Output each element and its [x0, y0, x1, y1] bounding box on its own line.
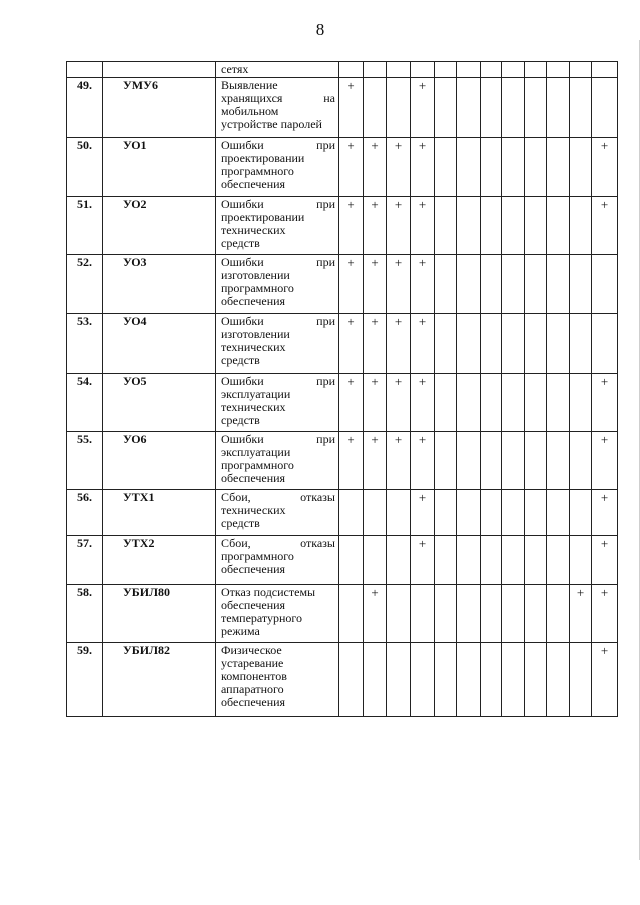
description-word: аппаратного [221, 682, 284, 696]
mark-cell [592, 255, 618, 314]
mark-cell [435, 255, 457, 314]
mark-cell [525, 197, 547, 255]
description-word: технических [221, 223, 286, 237]
table-row [67, 314, 618, 374]
mark-cell [435, 374, 457, 432]
description-word: режима [221, 624, 260, 638]
mark-cell [457, 374, 481, 432]
mark-cell: + [364, 585, 387, 643]
mark-cell [387, 78, 411, 138]
mark-cell: + [411, 255, 435, 314]
mark-cell [435, 138, 457, 197]
mark-cell: + [364, 138, 387, 197]
description-word: на [323, 91, 335, 105]
mark-cell: + [364, 197, 387, 255]
description-word: технических [221, 503, 286, 517]
mark-cell [387, 585, 411, 643]
table-row [67, 490, 618, 536]
mark-cell [457, 138, 481, 197]
description-word: обеспечения [221, 695, 286, 709]
description-word: Ошибки [221, 374, 264, 388]
mark-cell: + [364, 432, 387, 490]
mark-cell [481, 432, 502, 490]
mark-cell [387, 62, 411, 78]
description-word: обеспечения [221, 562, 286, 576]
threat-description [216, 585, 339, 643]
mark-cell [525, 314, 547, 374]
row-number: 52. [67, 255, 103, 314]
description-word: температурного [221, 611, 303, 625]
description-word: средств [221, 236, 260, 250]
row-number: 51. [67, 197, 103, 255]
mark-cell: + [592, 585, 618, 643]
description-word: обеспечения [221, 294, 286, 308]
mark-cell [457, 197, 481, 255]
mark-cell [547, 490, 570, 536]
mark-cell: + [592, 643, 618, 717]
description-word: Ошибки [221, 314, 264, 328]
mark-cell: + [411, 78, 435, 138]
mark-cell [364, 643, 387, 717]
mark-cell: + [411, 314, 435, 374]
threat-description [216, 432, 339, 490]
mark-cell [339, 536, 364, 585]
row-number: 57. [67, 536, 103, 585]
mark-cell [481, 585, 502, 643]
threat-description [216, 490, 339, 536]
mark-cell [387, 536, 411, 585]
mark-cell [435, 643, 457, 717]
mark-cell [364, 78, 387, 138]
mark-cell: + [411, 490, 435, 536]
mark-cell [457, 255, 481, 314]
mark-cell: + [592, 432, 618, 490]
mark-cell: + [339, 255, 364, 314]
mark-cell [411, 643, 435, 717]
mark-cell [387, 643, 411, 717]
mark-cell [547, 255, 570, 314]
row-number: 50. [67, 138, 103, 197]
mark-cell [481, 62, 502, 78]
mark-cell [547, 78, 570, 138]
mark-cell: + [387, 374, 411, 432]
description-word: эксплуатации [221, 387, 291, 401]
mark-cell [364, 536, 387, 585]
description-line [221, 237, 335, 250]
description-word: обеспечения [221, 471, 286, 485]
description-line [221, 178, 335, 191]
description-line [221, 354, 335, 367]
threat-code: УО5 [103, 374, 216, 432]
mark-cell [592, 314, 618, 374]
mark-cell: + [411, 536, 435, 585]
mark-cell [481, 78, 502, 138]
description-word: устаревание [221, 656, 284, 670]
mark-cell [411, 585, 435, 643]
mark-cell [570, 62, 592, 78]
description-word: Ошибки [221, 255, 264, 269]
mark-cell [547, 138, 570, 197]
mark-cell: + [592, 374, 618, 432]
mark-cell: + [570, 585, 592, 643]
description-word: Отказ подсистемы [221, 585, 316, 599]
description-word: при [316, 138, 335, 152]
mark-cell [502, 314, 525, 374]
description-word: при [316, 255, 335, 269]
threat-code: УБИЛ80 [103, 585, 216, 643]
threat-code: УО4 [103, 314, 216, 374]
threat-code [103, 62, 216, 78]
mark-cell [502, 78, 525, 138]
mark-cell [339, 585, 364, 643]
description-word: при [316, 432, 335, 446]
mark-cell [435, 78, 457, 138]
mark-cell: + [339, 314, 364, 374]
row-number: 49. [67, 78, 103, 138]
mark-cell [435, 585, 457, 643]
mark-cell [525, 138, 547, 197]
description-line [221, 625, 335, 638]
mark-cell: + [387, 255, 411, 314]
threat-code: УО2 [103, 197, 216, 255]
row-number: 55. [67, 432, 103, 490]
mark-cell: + [339, 197, 364, 255]
description-word: проектировании [221, 151, 305, 165]
mark-cell: + [339, 78, 364, 138]
description-word: изготовлении [221, 327, 290, 341]
table-row [67, 78, 618, 138]
description-line [221, 563, 335, 576]
description-word: компонентов [221, 669, 287, 683]
description-word: Выявление [221, 78, 278, 92]
mark-cell [502, 255, 525, 314]
mark-cell: + [387, 197, 411, 255]
mark-cell [457, 78, 481, 138]
mark-cell [525, 585, 547, 643]
mark-cell [547, 314, 570, 374]
mark-cell [570, 314, 592, 374]
mark-cell [457, 536, 481, 585]
page-number: 8 [315, 20, 325, 39]
mark-cell [547, 62, 570, 78]
description-word: программного [221, 164, 294, 178]
mark-cell [570, 490, 592, 536]
table-row [67, 643, 618, 717]
mark-cell [435, 432, 457, 490]
mark-cell: + [339, 374, 364, 432]
description-word: Ошибки [221, 138, 264, 152]
description-word: проектировании [221, 210, 305, 224]
mark-cell [339, 643, 364, 717]
mark-cell [525, 78, 547, 138]
mark-cell: + [592, 197, 618, 255]
mark-cell [481, 490, 502, 536]
threat-table [66, 61, 618, 717]
description-word: мобильном [221, 104, 279, 118]
mark-cell [435, 490, 457, 536]
threat-code: УБИЛ82 [103, 643, 216, 717]
description-word: изготовлении [221, 268, 290, 282]
description-line [221, 472, 335, 485]
mark-cell [547, 374, 570, 432]
description-word: при [316, 197, 335, 211]
mark-cell [502, 62, 525, 78]
mark-cell [435, 197, 457, 255]
mark-cell [481, 536, 502, 585]
mark-cell [364, 490, 387, 536]
mark-cell [411, 62, 435, 78]
mark-cell [592, 62, 618, 78]
row-number: 53. [67, 314, 103, 374]
mark-cell: + [339, 432, 364, 490]
description-word: сетях [221, 62, 249, 76]
row-number: 58. [67, 585, 103, 643]
description-line [221, 696, 335, 709]
mark-cell: + [411, 432, 435, 490]
mark-cell [525, 432, 547, 490]
mark-cell [435, 62, 457, 78]
mark-cell [457, 62, 481, 78]
mark-cell: + [339, 138, 364, 197]
description-word: хранящихся [221, 91, 283, 105]
table-row [67, 138, 618, 197]
description-line [221, 118, 335, 131]
mark-cell [547, 643, 570, 717]
mark-cell [502, 536, 525, 585]
threat-description [216, 255, 339, 314]
mark-cell [457, 432, 481, 490]
table-row [67, 374, 618, 432]
table-row [67, 585, 618, 643]
mark-cell [525, 490, 547, 536]
row-number: 59. [67, 643, 103, 717]
mark-cell [547, 536, 570, 585]
description-line [221, 414, 335, 427]
mark-cell [481, 197, 502, 255]
mark-cell [457, 585, 481, 643]
threat-description [216, 138, 339, 197]
threat-description [216, 314, 339, 374]
mark-cell [481, 314, 502, 374]
table-row [67, 255, 618, 314]
mark-cell: + [411, 197, 435, 255]
threat-description [216, 62, 339, 78]
description-word: отказы [300, 490, 335, 504]
mark-cell [570, 197, 592, 255]
mark-cell [481, 138, 502, 197]
description-word: программного [221, 549, 294, 563]
table-row [67, 536, 618, 585]
row-number: 56. [67, 490, 103, 536]
mark-cell [547, 197, 570, 255]
mark-cell [339, 62, 364, 78]
mark-cell [547, 432, 570, 490]
mark-cell [570, 374, 592, 432]
row-number: 54. [67, 374, 103, 432]
description-line [221, 63, 335, 76]
description-word: Ошибки [221, 197, 264, 211]
description-word: программного [221, 281, 294, 295]
mark-cell [592, 78, 618, 138]
mark-cell [570, 536, 592, 585]
mark-cell: + [364, 314, 387, 374]
mark-cell [457, 314, 481, 374]
mark-cell [481, 643, 502, 717]
mark-cell: + [592, 138, 618, 197]
description-word: программного [221, 458, 294, 472]
row-number [67, 62, 103, 78]
description-word: при [316, 374, 335, 388]
mark-cell [502, 138, 525, 197]
mark-cell [502, 432, 525, 490]
threat-description [216, 197, 339, 255]
mark-cell [481, 374, 502, 432]
description-word: средств [221, 516, 260, 530]
threat-code: УО3 [103, 255, 216, 314]
mark-cell [387, 490, 411, 536]
description-line [221, 295, 335, 308]
description-word: Сбои, [221, 536, 251, 550]
mark-cell [364, 62, 387, 78]
mark-cell [502, 585, 525, 643]
description-word: обеспечения [221, 598, 286, 612]
mark-cell [525, 536, 547, 585]
description-word: обеспечения [221, 177, 286, 191]
description-word: отказы [300, 536, 335, 550]
mark-cell [435, 314, 457, 374]
mark-cell [570, 78, 592, 138]
description-word: технических [221, 400, 286, 414]
description-word: Ошибки [221, 432, 264, 446]
mark-cell [457, 490, 481, 536]
mark-cell [339, 490, 364, 536]
mark-cell: + [592, 536, 618, 585]
mark-cell [502, 490, 525, 536]
threat-description [216, 536, 339, 585]
mark-cell [435, 536, 457, 585]
description-word: технических [221, 340, 286, 354]
threat-code: УТХ1 [103, 490, 216, 536]
mark-cell [502, 374, 525, 432]
table-body [67, 62, 618, 717]
mark-cell [570, 432, 592, 490]
threat-code: УО6 [103, 432, 216, 490]
table-row [67, 197, 618, 255]
threat-description [216, 374, 339, 432]
description-word: Сбои, [221, 490, 251, 504]
mark-cell [525, 62, 547, 78]
mark-cell [525, 255, 547, 314]
description-word: средств [221, 413, 260, 427]
description-word: Физическое [221, 643, 282, 657]
mark-cell: + [387, 432, 411, 490]
mark-cell [525, 643, 547, 717]
threat-description [216, 643, 339, 717]
mark-cell: + [364, 374, 387, 432]
description-line [221, 517, 335, 530]
threat-description [216, 78, 339, 138]
threat-code: УМУ6 [103, 78, 216, 138]
table-row [67, 432, 618, 490]
threat-code: УТХ2 [103, 536, 216, 585]
mark-cell [481, 255, 502, 314]
description-word: устройстве паролей [221, 117, 322, 131]
mark-cell [570, 138, 592, 197]
mark-cell [547, 585, 570, 643]
mark-cell [502, 643, 525, 717]
mark-cell: + [411, 374, 435, 432]
mark-cell: + [411, 138, 435, 197]
mark-cell [570, 255, 592, 314]
mark-cell: + [592, 490, 618, 536]
description-word: эксплуатации [221, 445, 291, 459]
description-word: средств [221, 353, 260, 367]
mark-cell: + [387, 138, 411, 197]
table-row [67, 62, 618, 78]
mark-cell: + [387, 314, 411, 374]
mark-cell [525, 374, 547, 432]
mark-cell [457, 643, 481, 717]
threat-code: УО1 [103, 138, 216, 197]
mark-cell [570, 643, 592, 717]
mark-cell: + [364, 255, 387, 314]
description-word: при [316, 314, 335, 328]
mark-cell [502, 197, 525, 255]
